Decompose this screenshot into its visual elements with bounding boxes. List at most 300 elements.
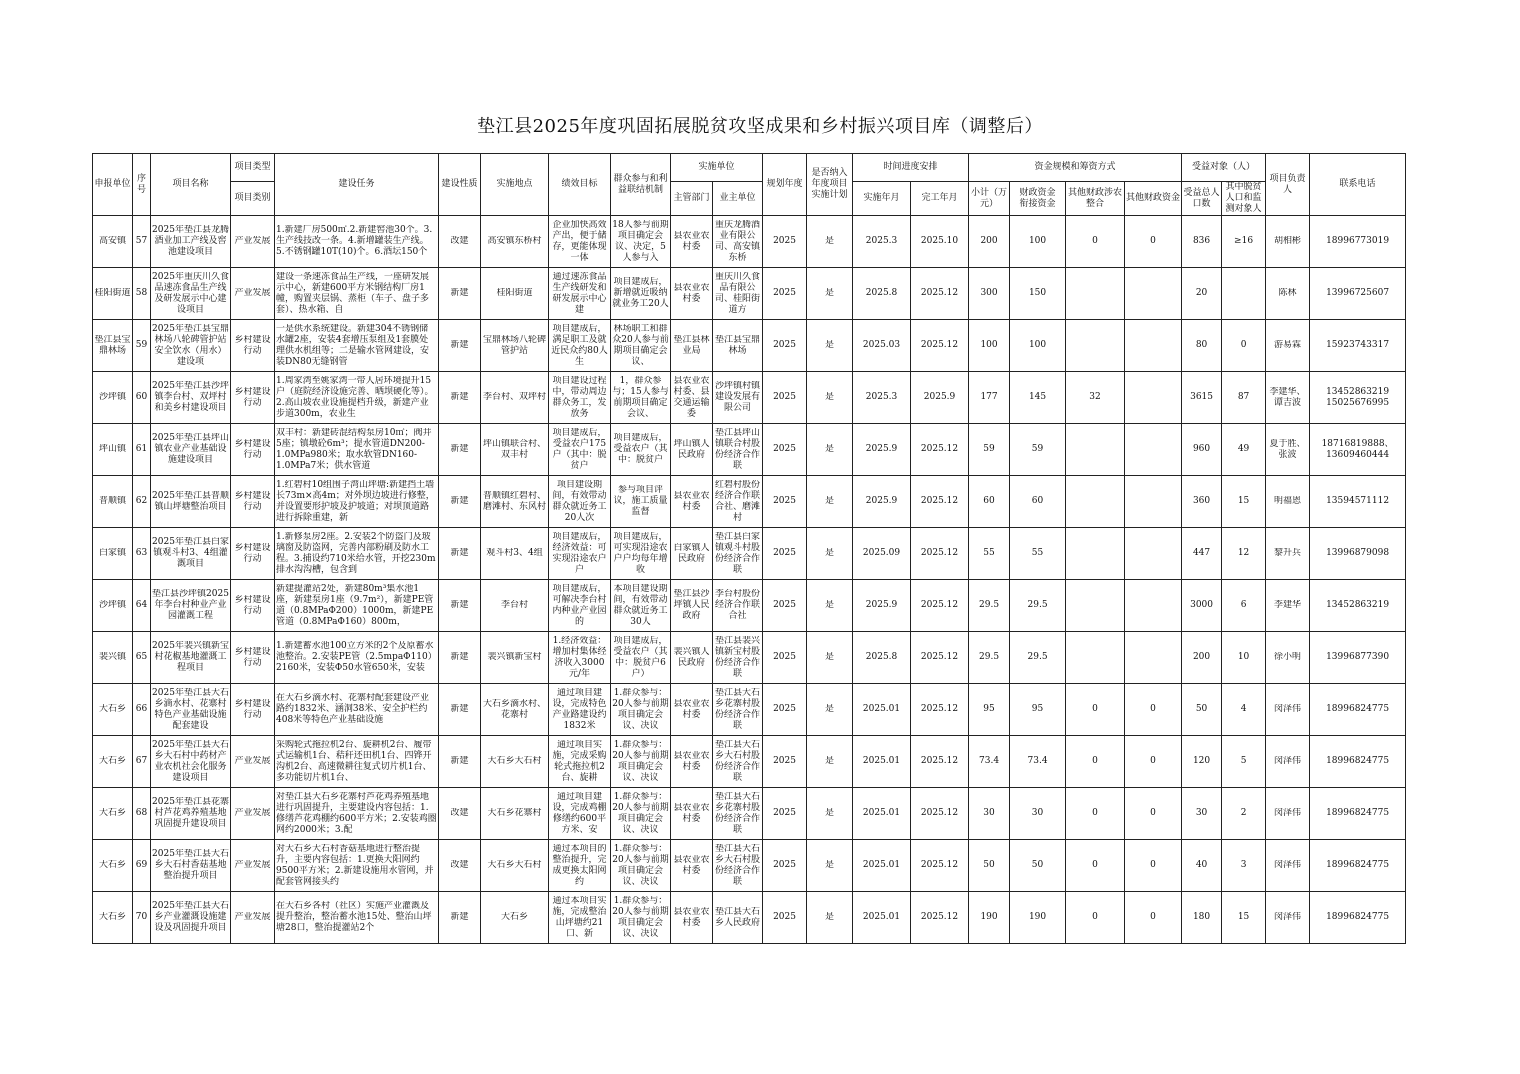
cell-nature	[439, 476, 481, 528]
cell-beneficiaries	[1182, 580, 1222, 632]
cell-owner	[713, 424, 763, 476]
cell-text: 300	[980, 288, 998, 298]
cell-text: 5	[1240, 756, 1247, 766]
cell-mechanism	[611, 320, 671, 372]
cell-text: 夏于胜、张波	[1269, 438, 1306, 460]
cell-text: 1.新修泵房2座。2.安装2个防盗门及玻璃窗及防盗网，完善内部粉刷及防水工程。3.捕设约710米给水管，开挖230m排水沟沟槽，包含到	[276, 531, 436, 575]
cell-text: 通过速冻食品生产线研发和研发展示中心建	[552, 271, 607, 315]
cell-text: 普顺镇红碧村、磨滩村、东风村	[482, 490, 546, 512]
cell-text: 是	[825, 444, 835, 454]
cell-text: 2025.12	[920, 860, 959, 870]
cell-text: 李台村股份经济合作联合社	[715, 589, 761, 621]
cell-text: 垫江县大石乡花寨村股份经济合作联	[715, 791, 761, 835]
cell-dept	[671, 684, 713, 736]
cell-text: 县农业农村委	[673, 490, 710, 512]
cell-link	[1010, 580, 1066, 632]
cell-text: 50	[983, 860, 995, 870]
header-nature: 建设性质	[439, 154, 481, 216]
cell-beneficiaries	[1182, 528, 1222, 580]
cell-text: 2025.01	[862, 704, 901, 714]
table-row	[93, 840, 1406, 892]
cell-task	[275, 372, 439, 424]
cell-end	[911, 268, 969, 320]
cell-text: 乡村建设行动	[234, 386, 271, 408]
cell-text: 2025.12	[920, 912, 959, 922]
cell-start	[853, 788, 911, 840]
cell-text: 0	[1150, 860, 1156, 870]
cell-goal	[549, 736, 611, 788]
cell-subtotal	[969, 736, 1010, 788]
cell-text: 447	[1192, 548, 1211, 558]
cell-start	[853, 632, 911, 684]
cell-text: 13594571112	[1326, 496, 1390, 506]
cell-unit	[93, 268, 133, 320]
cell-poor	[1222, 372, 1266, 424]
cell-text: 180	[1192, 912, 1211, 922]
cell-place	[481, 892, 549, 944]
cell-included	[807, 632, 853, 684]
cell-text: ≥16	[1234, 236, 1254, 246]
cell-text: 产业发展	[234, 912, 271, 922]
cell-name	[151, 476, 231, 528]
table-row	[93, 736, 1406, 788]
cell-text: 13996879098	[1326, 548, 1390, 558]
cell-text: 裴兴镇新宝村	[487, 652, 542, 662]
cell-text: 100	[980, 340, 998, 350]
cell-text: 垫江县坪山镇联合村股份经济合作联	[715, 427, 761, 471]
cell-included	[807, 528, 853, 580]
cell-included	[807, 320, 853, 372]
cell-phone	[1310, 840, 1406, 892]
cell-text: 大石乡滴水村、花寨村	[482, 698, 546, 720]
cell-text: 县农业农村委	[673, 802, 710, 824]
cell-text: 69	[135, 860, 148, 870]
cell-text: 新建	[450, 652, 469, 662]
cell-text: 2025	[773, 912, 796, 922]
cell-year	[763, 580, 807, 632]
cell-text: 2	[1240, 808, 1247, 818]
cell-text: 2025.12	[920, 600, 959, 610]
cell-nature	[439, 840, 481, 892]
cell-text: 2025年垫江县普顺镇山坪塘整治项目	[152, 490, 229, 512]
cell-unit	[93, 892, 133, 944]
cell-text: 59	[1031, 444, 1044, 454]
cell-included	[807, 684, 853, 736]
cell-text: 0	[1150, 756, 1156, 766]
cell-link	[1010, 268, 1066, 320]
cell-text: 沙坪镇	[98, 392, 126, 402]
cell-text: 13996725607	[1326, 288, 1390, 298]
cell-leader	[1266, 320, 1310, 372]
cell-text: 80	[1195, 340, 1208, 350]
header-link-label: 衔接资金	[1019, 198, 1056, 209]
cell-text: 改建	[450, 808, 469, 818]
cell-phone	[1310, 892, 1406, 944]
cell-year	[763, 684, 807, 736]
cell-seq	[133, 580, 151, 632]
cell-name	[151, 372, 231, 424]
cell-text: 通过本项目的整治提升，完成更换太阳网约	[552, 843, 607, 887]
cell-text: 32	[1089, 392, 1101, 402]
cell-text: 1.群众参与：20人参与前期项目确定会议、决议	[612, 895, 669, 939]
cell-goal	[549, 892, 611, 944]
cell-text: 2025年垫江县坪山镇农业产业基础设施建设项目	[152, 433, 229, 465]
cell-text: 新建	[450, 912, 469, 922]
table-row	[93, 892, 1406, 944]
cell-name	[151, 788, 231, 840]
cell-included	[807, 580, 853, 632]
cell-end	[911, 320, 969, 372]
cell-text: 游易霖	[1274, 340, 1302, 350]
cell-name	[151, 736, 231, 788]
cell-seq	[133, 788, 151, 840]
cell-place	[481, 632, 549, 684]
cell-text: 闵泽伟	[1274, 860, 1302, 870]
cell-other-fiscal	[1125, 840, 1182, 892]
cell-place	[481, 216, 549, 268]
cell-leader	[1266, 528, 1310, 580]
cell-text: 垫江县沙坪镇2025年李台村种业产业园灌溉工程	[152, 589, 229, 621]
cell-text: 新建提灌站2处，新建80m³集水池1座，新建泵房1座（9.7m²），新建PE管道（0.8MPaΦ200）1000m，新建PE管道（0.8MPaΦ160）800m，	[276, 583, 434, 627]
cell-text: 县农业农村委	[673, 854, 710, 876]
cell-link	[1010, 788, 1066, 840]
cell-text: 是	[825, 340, 835, 350]
cell-start	[853, 892, 911, 944]
cell-text: 0	[1240, 340, 1247, 350]
header-dept: 主管部门	[671, 182, 713, 216]
table-header	[93, 154, 1406, 216]
cell-text: 2025	[773, 704, 796, 714]
cell-place	[481, 684, 549, 736]
cell-dept	[671, 840, 713, 892]
cell-task	[275, 216, 439, 268]
cell-year	[763, 528, 807, 580]
cell-text: 190	[980, 912, 998, 922]
cell-text: 2025.3	[865, 392, 898, 402]
cell-text: 18996824775	[1326, 912, 1390, 922]
cell-name	[151, 320, 231, 372]
cell-text: 垫江县大石乡人民政府	[715, 906, 761, 928]
cell-text: 双丰村：新建砖混结构泵房10㎡；阀井5座；镇墩砼6m³；提水管道DN200-1.0MPa980米；取水软管DN160-1.0MPa7米；供水管道	[276, 427, 432, 471]
cell-text: 新建	[450, 756, 469, 766]
cell-phone	[1310, 684, 1406, 736]
cell-text: 2025.8	[865, 652, 898, 662]
cell-owner	[713, 632, 763, 684]
cell-text: 2025年垫江县花寨村芦花鸡养殖基地巩固提升建设项目	[152, 797, 229, 829]
cell-text: 2025年重庆川久食品速冻食品生产线及研发展示中心建设项目	[152, 271, 229, 315]
cell-leader	[1266, 580, 1310, 632]
cell-included	[807, 372, 853, 424]
cell-task	[275, 320, 439, 372]
cell-text: 2025年垫江县大石乡大石村香菇基地整治提升项目	[152, 849, 229, 881]
cell-owner	[713, 684, 763, 736]
cell-text: 29.5	[979, 600, 1000, 610]
cell-year	[763, 892, 807, 944]
cell-text: 坪山镇	[98, 444, 126, 454]
cell-text: 裴兴镇人民政府	[673, 646, 710, 668]
cell-type	[231, 528, 275, 580]
cell-type	[231, 632, 275, 684]
cell-text: 沙坪镇村镇建设发展有限公司	[715, 381, 761, 413]
cell-phone	[1310, 372, 1406, 424]
cell-included	[807, 736, 853, 788]
cell-subtotal	[969, 580, 1010, 632]
cell-beneficiaries	[1182, 892, 1222, 944]
cell-seq	[133, 320, 151, 372]
cell-unit	[93, 736, 133, 788]
cell-other-fiscal	[1125, 736, 1182, 788]
cell-start	[853, 424, 911, 476]
cell-seq	[133, 216, 151, 268]
page-title: 垫江县2025年度巩固拓展脱贫攻坚成果和乡村振兴项目库（调整后）	[477, 116, 1043, 137]
cell-text: 乡村建设行动	[234, 698, 271, 720]
cell-text: 李建华、谭吉波	[1269, 386, 1306, 408]
cell-subtotal	[969, 892, 1010, 944]
cell-text: 观斗村3、4组	[486, 548, 543, 558]
cell-name	[151, 580, 231, 632]
cell-text: 改建	[450, 236, 469, 246]
cell-subtotal	[969, 528, 1010, 580]
cell-nature	[439, 424, 481, 476]
cell-text: 大石乡花寨村	[487, 808, 542, 818]
cell-mechanism	[611, 684, 671, 736]
cell-text: 2025.12	[920, 444, 959, 454]
cell-other-agri	[1066, 216, 1125, 268]
cell-owner	[713, 372, 763, 424]
cell-name	[151, 892, 231, 944]
cell-phone	[1310, 580, 1406, 632]
cell-text: 1.新建厂房500㎡.2.新建窖池30个。3.生产线技改一条。4.新增罐装生产线。5.不锈钢罐10T(10)个。6.酒坛150个	[276, 225, 433, 257]
cell-text: 0	[1092, 236, 1098, 246]
cell-other-fiscal	[1125, 320, 1182, 372]
cell-start	[853, 528, 911, 580]
cell-leader	[1266, 788, 1310, 840]
cell-text: 29.5	[1027, 600, 1048, 610]
cell-beneficiaries	[1182, 424, 1222, 476]
cell-poor	[1222, 476, 1266, 528]
header-place: 实施地点	[481, 154, 549, 216]
header-other-fiscal: 其他财政资金	[1125, 182, 1182, 216]
cell-end	[911, 632, 969, 684]
cell-unit	[93, 424, 133, 476]
table-body	[93, 216, 1406, 944]
cell-place	[481, 840, 549, 892]
cell-text: 2025年垫江县宝鼎林场八轮碑管护站安全饮水（用水）建设项	[152, 323, 229, 367]
cell-task	[275, 892, 439, 944]
cell-text: 0	[1092, 756, 1098, 766]
cell-text: 63	[135, 548, 148, 558]
cell-text: 项目建成后，经济效益：可实现沿途农户户	[552, 531, 607, 575]
cell-seq	[133, 892, 151, 944]
cell-text: 新建	[450, 340, 469, 350]
cell-dept	[671, 580, 713, 632]
cell-mechanism	[611, 528, 671, 580]
cell-included	[807, 840, 853, 892]
cell-text: 是	[825, 392, 835, 402]
cell-text: 垫江县沙坪镇人民政府	[673, 589, 710, 621]
cell-task	[275, 632, 439, 684]
cell-end	[911, 788, 969, 840]
cell-poor	[1222, 528, 1266, 580]
cell-type	[231, 684, 275, 736]
cell-place	[481, 372, 549, 424]
cell-other-agri	[1066, 268, 1125, 320]
table-row	[93, 476, 1406, 528]
cell-subtotal	[969, 684, 1010, 736]
cell-other-fiscal	[1125, 424, 1182, 476]
cell-text: 2025	[773, 808, 796, 818]
cell-link	[1010, 216, 1066, 268]
cell-leader	[1266, 840, 1310, 892]
header-seq: 序号	[133, 154, 151, 216]
cell-start	[853, 684, 911, 736]
cell-text: 2025年垫江县大石乡产业灌溉设施建设及巩固提升项目	[152, 901, 229, 933]
cell-start	[853, 320, 911, 372]
cell-unit	[93, 476, 133, 528]
cell-text: 15923743317	[1326, 340, 1390, 350]
cell-seq	[133, 684, 151, 736]
cell-text: 县农业农村委	[673, 750, 710, 772]
cell-text: 闵泽伟	[1274, 808, 1302, 818]
cell-text: 65	[135, 652, 148, 662]
header-impl-group: 实施单位	[671, 154, 763, 182]
cell-text: 垫江县大石乡大石村股份经济合作联	[715, 843, 761, 887]
cell-link	[1010, 476, 1066, 528]
cell-subtotal	[969, 424, 1010, 476]
cell-other-agri	[1066, 476, 1125, 528]
cell-phone	[1310, 424, 1406, 476]
cell-text: 林场职工和群众20人参与前期项目确定会议、	[612, 323, 669, 367]
cell-text: 30	[1031, 808, 1044, 818]
cell-text: 桂阳街道	[94, 288, 131, 298]
cell-name	[151, 840, 231, 892]
cell-text: 2025	[773, 548, 796, 558]
cell-year	[763, 736, 807, 788]
cell-text: 项目建设过程中，带动周边群众务工，发放务	[552, 375, 607, 419]
cell-text: 2025.3	[865, 236, 898, 246]
cell-other-agri	[1066, 580, 1125, 632]
cell-text: 200	[980, 236, 998, 246]
cell-goal	[549, 788, 611, 840]
cell-text: 1.新建蓄水池100立方米的2个及原蓄水池整治。2.安装PE管（2.5mpaΦ110）2160米，安装Φ50水管650米，安装	[276, 641, 437, 673]
header-type-group: 项目类型	[231, 154, 275, 182]
cell-text: 0	[1092, 860, 1098, 870]
cell-text: 20	[1195, 288, 1208, 298]
cell-nature	[439, 268, 481, 320]
cell-text: 1.群众参与：20人参与前期项目确定会议、决议	[612, 843, 669, 887]
cell-text: 2025	[773, 860, 796, 870]
cell-text: 29.5	[1027, 652, 1048, 662]
cell-text: 普顺镇	[98, 496, 126, 506]
cell-text: 3	[1240, 860, 1247, 870]
cell-unit	[93, 320, 133, 372]
cell-seq	[133, 268, 151, 320]
cell-text: 95	[983, 704, 995, 714]
cell-text: 67	[135, 756, 148, 766]
cell-task	[275, 528, 439, 580]
cell-type	[231, 840, 275, 892]
cell-subtotal	[969, 476, 1010, 528]
cell-text: 2025年垫江县白家镇观斗村3、4组灌溉项目	[152, 537, 229, 569]
cell-text: 18996824775	[1326, 704, 1390, 714]
cell-mechanism	[611, 736, 671, 788]
cell-text: 2025	[773, 652, 796, 662]
cell-text: 100	[1028, 340, 1047, 350]
cell-dept	[671, 424, 713, 476]
cell-text: 177	[980, 392, 998, 402]
cell-text: 120	[1192, 756, 1211, 766]
header-mechanism: 群众参与和利益联结机制	[611, 154, 671, 216]
cell-dept	[671, 632, 713, 684]
cell-start	[853, 372, 911, 424]
cell-unit	[93, 580, 133, 632]
cell-seq	[133, 736, 151, 788]
cell-text: 30	[983, 808, 995, 818]
cell-text: 县农业农村委、县交通运输委	[673, 375, 710, 419]
cell-text: 2025.12	[920, 340, 959, 350]
cell-type	[231, 320, 275, 372]
cell-text: 190	[1028, 912, 1047, 922]
table-row	[93, 788, 1406, 840]
cell-text: 13996877390	[1326, 652, 1390, 662]
cell-end	[911, 424, 969, 476]
cell-text: 2025	[773, 340, 796, 350]
cell-text: 桂阳街道	[496, 288, 533, 298]
cell-beneficiaries	[1182, 372, 1222, 424]
cell-text: 产业发展	[234, 756, 271, 766]
table-row	[93, 268, 1406, 320]
cell-text: 2025年垫江县龙腾酒业加工产线及窖池建设项目	[152, 225, 229, 257]
cell-text: 高安镇	[98, 236, 126, 246]
cell-leader	[1266, 424, 1310, 476]
cell-text: 15	[1237, 912, 1250, 922]
cell-included	[807, 788, 853, 840]
cell-owner	[713, 476, 763, 528]
cell-text: 乡村建设行动	[234, 542, 271, 564]
cell-text: 新建	[450, 600, 469, 610]
cell-place	[481, 736, 549, 788]
cell-text: 闵泽伟	[1274, 912, 1302, 922]
cell-text: 大石乡	[500, 912, 528, 922]
cell-link	[1010, 424, 1066, 476]
cell-text: 2025年垫江县大石乡滴水村、花寨村特色产业基础设施配套建设	[152, 687, 229, 731]
header-type: 项目类别	[231, 182, 275, 216]
cell-text: 1.群众参与：20人参与前期项目确定会议、决议	[612, 791, 669, 835]
cell-text: 0	[1092, 704, 1098, 714]
cell-other-fiscal	[1125, 684, 1182, 736]
cell-link	[1010, 892, 1066, 944]
cell-text: 2025.9	[865, 444, 898, 454]
cell-phone	[1310, 268, 1406, 320]
cell-text: 2025.9	[923, 392, 956, 402]
cell-owner	[713, 736, 763, 788]
cell-mechanism	[611, 892, 671, 944]
cell-type	[231, 476, 275, 528]
cell-beneficiaries	[1182, 736, 1222, 788]
cell-text: 宝鼎林场八轮碑管护站	[482, 334, 546, 356]
cell-text: 61	[135, 444, 148, 454]
header-other-agri: 其他财政涉农整合	[1066, 182, 1125, 216]
cell-text: 2025	[773, 600, 796, 610]
cell-text: 是	[825, 912, 835, 922]
cell-nature	[439, 892, 481, 944]
cell-text: 黎升兵	[1274, 548, 1302, 558]
header-included: 是否纳入年度项目实施计划	[807, 154, 853, 216]
cell-text: 垫江县宝鼎林场	[715, 334, 761, 356]
cell-text: 59	[983, 444, 995, 454]
cell-text: 新建	[450, 444, 469, 454]
cell-text: 乡村建设行动	[234, 334, 271, 356]
